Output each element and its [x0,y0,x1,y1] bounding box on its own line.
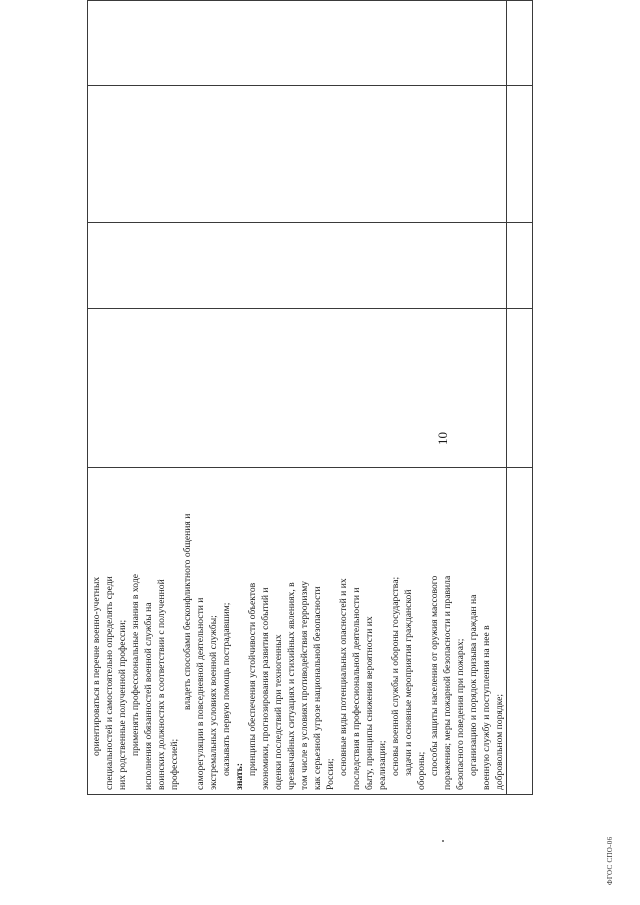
text-line: поражения; меры пожарной безопасности и правила [442,575,453,790]
document-footer: ФГОС СПО-06 [606,836,614,885]
text-line: организацию и порядок призыва граждан на [468,594,479,776]
text-line: экономики, прогнозирования развития событий и [260,587,271,790]
text-line: знать: [234,763,245,790]
table-cell-3 [88,223,507,308]
text-line: владеть способами бесконфликтного общения и [182,513,193,710]
text-line: основные виды потенциальных опасностей и их [338,578,349,776]
table-cell [507,1,533,86]
table-cell [507,468,533,795]
text-line: военную службу и поступления на нее в [481,625,492,790]
text-line: добровольном порядке; [494,693,505,790]
knowledge-cell [88,468,507,795]
text-line: чрезвычайных ситуациях и стихийных явлениях, в [286,582,297,790]
knowledge-text [88,468,506,794]
table-cell [507,308,533,468]
table-cell-5 [88,1,507,86]
text-line: оценки последствий при техногенных [273,634,284,790]
table-cell-4 [88,86,507,223]
table-row [507,1,533,795]
text-line: принципы обеспечения устойчивости объектов [247,582,258,776]
margin-mark [442,840,444,842]
table-cell-2 [88,308,507,468]
table-cell [507,86,533,223]
page-number: 10 [435,432,450,445]
text-line: применять профессиональные знания в ходе [130,574,141,756]
text-line: профессией; [169,738,180,790]
text-line: безопасного поведения при пожарах; [455,638,466,790]
text-line: том числе в условиях противодействия терроризму [299,580,310,790]
text-line: как серьезной угрозе национальной безопасности [312,586,323,790]
text-line: реализации; [377,740,388,790]
text-line: последствия в профессиональной деятельности и [351,587,362,790]
text-line: специальностей и самостоятельно определять среди [104,576,115,790]
text-line: оказывать первую помощь пострадавшим; [221,602,232,776]
text-line: обороны; [416,751,427,790]
text-line: экстремальных условиях военной службы; [208,615,219,790]
text-line: них родственные полученной профессии; [117,619,128,790]
text-line: способы защиты населения от оружия массового [429,575,440,776]
competency-table [87,0,533,795]
text-line: исполнения обязанностей военной службы на [143,602,154,790]
text-line: воинских должностях в соответствии с полученной [156,579,167,790]
text-line: основы военной службы и обороны государства; [390,576,401,776]
text-line: ориентироваться в перечне военно-учетных [91,576,102,756]
text-line: задачи и основные мероприятия гражданской [403,589,414,776]
text-line: саморегуляции в повседневной деятельности и [195,597,206,790]
text-line: быту, принципы снижения вероятности их [364,616,375,790]
text-line: России; [325,758,336,790]
table-cell [507,223,533,308]
table-row [88,1,507,795]
